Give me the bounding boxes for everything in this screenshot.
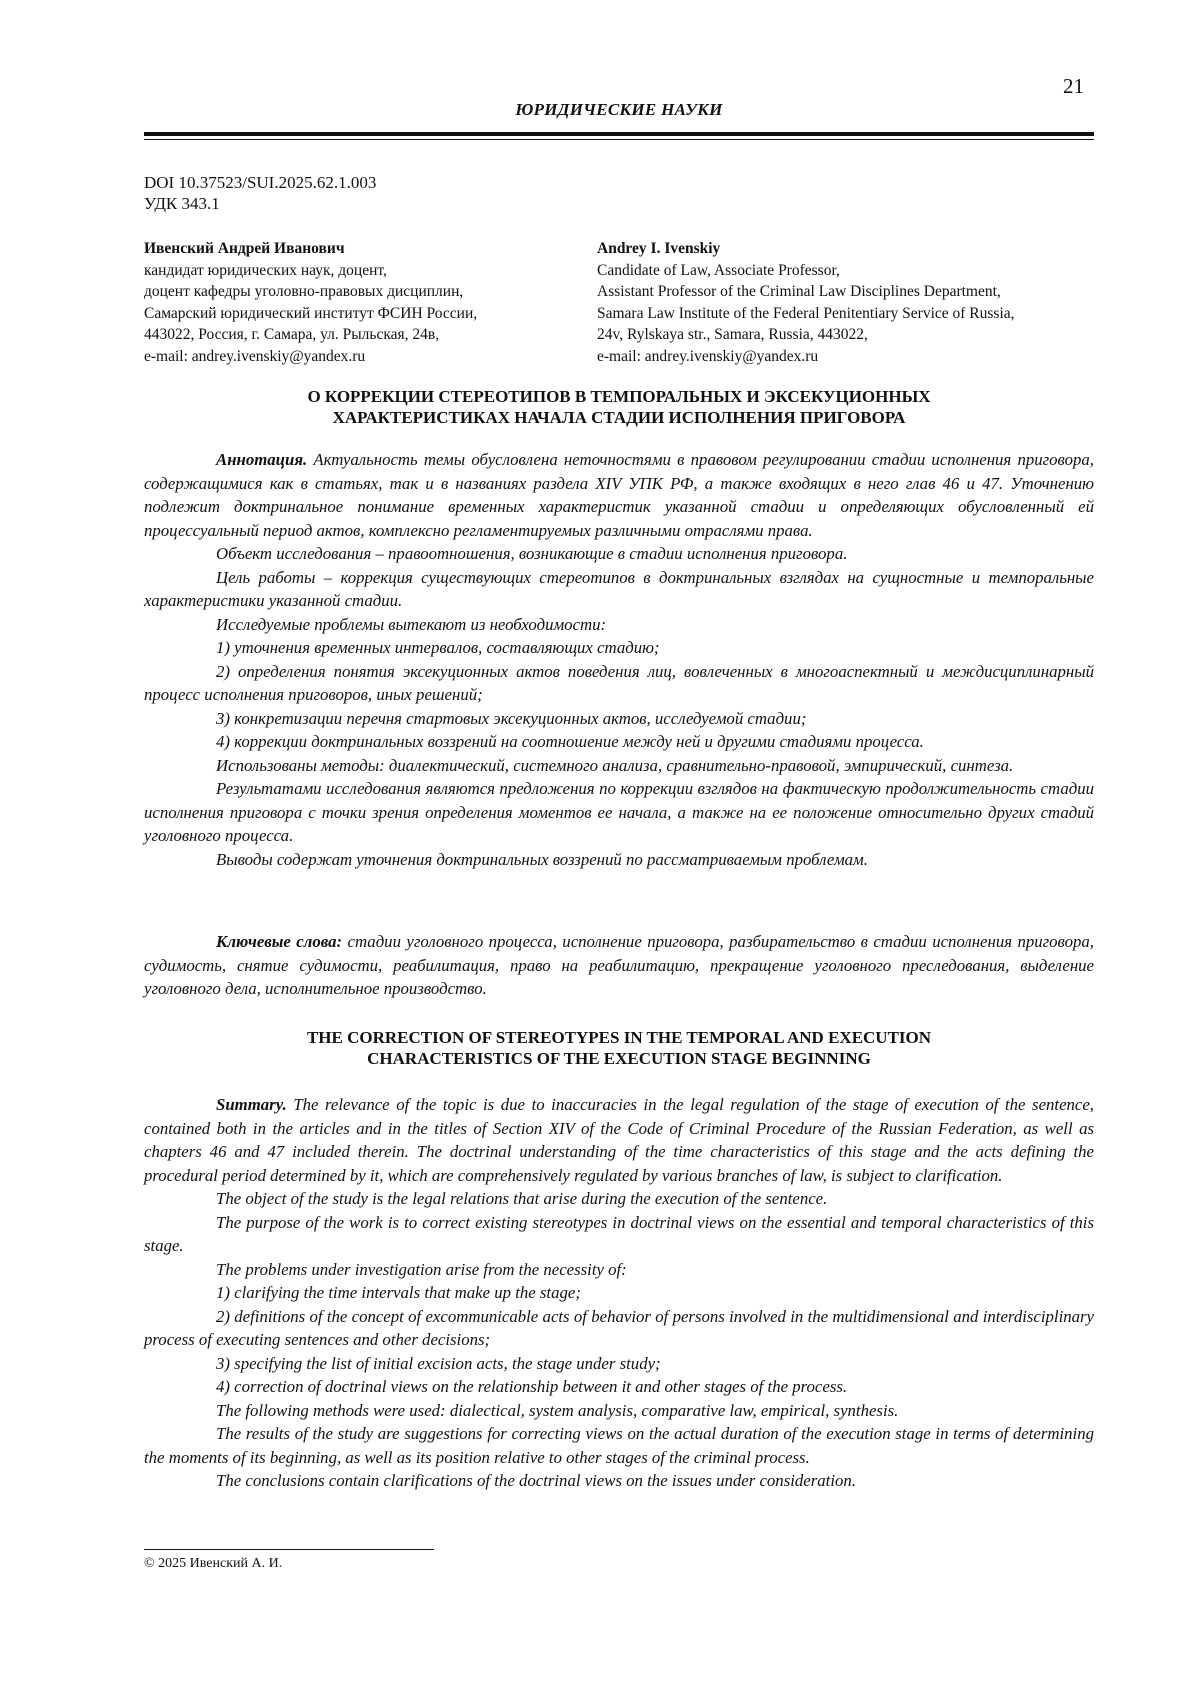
title-line-ru: О КОРРЕКЦИИ СТЕРЕОТИПОВ В ТЕМПОРАЛЬНЫХ И ЭКСЕКУЦИОННЫХ: [144, 386, 1094, 407]
author-line-ru: 443022, Россия, г. Самара, ул. Рыльская, 24в,: [144, 324, 564, 346]
abstract-paragraph-ru: Цель работы – коррекция существующих стереотипов в доктринальных взглядах на сущностные и темпоральные характеристики указанной стадии.: [144, 566, 1094, 613]
title-line-ru: ХАРАКТЕРИСТИКАХ НАЧАЛА СТАДИИ ИСПОЛНЕНИЯ ПРИГОВОРА: [144, 407, 1094, 428]
author-line-en: Assistant Professor of the Criminal Law Disciplines Department,: [597, 281, 1097, 303]
abstract-paragraph-ru: 1) уточнения временных интервалов, составляющих стадию;: [144, 636, 1094, 660]
abstract-paragraph-en: The problems under investigation arise from the necessity of:: [144, 1258, 1094, 1282]
footnote-rule: [144, 1549, 434, 1550]
title-line-en: THE CORRECTION OF STEREOTYPES IN THE TEMPORAL AND EXECUTION: [144, 1027, 1094, 1048]
section-header: ЮРИДИЧЕСКИЕ НАУКИ: [144, 100, 1094, 120]
keywords-ru: [144, 930, 1094, 1001]
abstract-paragraph-en: The results of the study are suggestions for correcting views on the actual duration of the execution stage in terms of determining the moments of its beginning, as well as its position relative to other stages of the criminal process.: [144, 1422, 1094, 1469]
keywords-text-ru: стадии уголовного процесса, исполнение приговора, разбирательство в стадии исполнения приговора, судимость, снятие судимости, реабилитация, право на реабилитацию, прекращение уголовного преследования, выделение уголовного дела, исполнительное производство.: [144, 932, 1094, 998]
abstract-ru: [144, 448, 1094, 871]
author-block-ru: [144, 238, 564, 367]
abstract-paragraph-ru: Выводы содержат уточнения доктринальных воззрений по рассматриваемым проблемам.: [144, 848, 1094, 872]
abstract-lead-ru: Аннотация.: [216, 450, 307, 469]
abstract-text-ru: Актуальность темы обусловлена неточностями в правовом регулировании стадии исполнения приговора, содержащимися как в статьях, так и в названиях раздела XIV УПК РФ, а также входящих в него глав 46 и 47. Уточнению подлежит доктринальное понимание временных характеристик указанной стадии и определяющих обусловленный ей процессуальный период актов, комплексно регламентируемых различными отраслями права.: [144, 450, 1094, 540]
abstract-paragraph-ru: 2) определения понятия эксекуционных актов поведения лиц, вовлеченных в многоаспектный и междисциплинарный процесс исполнения приговоров, иных решений;: [144, 660, 1094, 707]
abstract-text-en: The relevance of the topic is due to inaccuracies in the legal regulation of the stage of execution of the sentence, contained both in the articles and in the titles of Section XIV of the Code of Criminal Procedure of the Russian Federation, as well as chapters 46 and 47 included therein. The doctrinal understanding of the time characteristics of this stage and the acts defining the procedural period determined by it, which are comprehensively regulated by various branches of law, is subject to clarification.: [144, 1095, 1094, 1185]
abstract-paragraph-ru: Объект исследования – правоотношения, возникающие в стадии исполнения приговора.: [144, 542, 1094, 566]
article-meta: [144, 172, 376, 214]
keywords-lead-ru: Ключевые слова:: [216, 932, 342, 951]
author-line-en: Samara Law Institute of the Federal Penitentiary Service of Russia,: [597, 303, 1097, 325]
abstract-paragraph-en: 2) definitions of the concept of excommunicable acts of behavior of persons involved in the multidimensional and interdisciplinary process of executing sentences and other decisions;: [144, 1305, 1094, 1352]
abstract-paragraph-en: 1) clarifying the time intervals that make up the stage;: [144, 1281, 1094, 1305]
article-title-en: [144, 1027, 1094, 1069]
abstract-paragraph-ru: Использованы методы: диалектический, системного анализа, сравнительно-правовой, эмпирический, синтеза.: [144, 754, 1094, 778]
abstract-paragraph-en: 4) correction of doctrinal views on the relationship between it and other stages of the process.: [144, 1375, 1094, 1399]
author-name-ru: Ивенский Андрей Иванович: [144, 238, 564, 260]
abstract-en: [144, 1093, 1094, 1493]
author-line-en: Candidate of Law, Associate Professor,: [597, 260, 1097, 282]
author-email-ru: e-mail: andrey.ivenskiy@yandex.ru: [144, 346, 564, 368]
author-line-ru: кандидат юридических наук, доцент,: [144, 260, 564, 282]
article-title-ru: [144, 386, 1094, 428]
author-line-ru: доцент кафедры уголовно-правовых дисциплин,: [144, 281, 564, 303]
header-rule-thin: [144, 139, 1094, 140]
abstract-lead-en: Summary.: [216, 1095, 287, 1114]
copyright: © 2025 Ивенский А. И.: [144, 1556, 282, 1572]
doi: DOI 10.37523/SUI.2025.62.1.003: [144, 172, 376, 193]
abstract-paragraph-en: The object of the study is the legal relations that arise during the execution of the sentence.: [144, 1187, 1094, 1211]
author-name-en: Andrey I. Ivenskiy: [597, 238, 1097, 260]
author-line-en: 24v, Rylskaya str., Samara, Russia, 443022,: [597, 324, 1097, 346]
abstract-paragraph-ru: Исследуемые проблемы вытекают из необходимости:: [144, 613, 1094, 637]
abstract-paragraph-en: The following methods were used: dialectical, system analysis, comparative law, empirical, synthesis.: [144, 1399, 1094, 1423]
author-block-en: [597, 238, 1097, 367]
title-line-en: CHARACTERISTICS OF THE EXECUTION STAGE BEGINNING: [144, 1048, 1094, 1069]
abstract-paragraph-en: 3) specifying the list of initial excision acts, the stage under study;: [144, 1352, 1094, 1376]
abstract-paragraph-ru: Результатами исследования являются предложения по коррекции взглядов на фактическую продолжительность стадии исполнения приговора с точки зрения определения моментов ее начала, а также на ее положение относительно других стадий уголовного процесса.: [144, 777, 1094, 848]
abstract-paragraph-en: The conclusions contain clarifications of the doctrinal views on the issues under consideration.: [144, 1469, 1094, 1493]
udc: УДК 343.1: [144, 193, 376, 214]
author-email-en: e-mail: andrey.ivenskiy@yandex.ru: [597, 346, 1097, 368]
abstract-paragraph-ru: [144, 448, 1094, 542]
abstract-paragraph-ru: 4) коррекции доктринальных воззрений на соотношение между ней и другими стадиями процесса.: [144, 730, 1094, 754]
abstract-paragraph-en: The purpose of the work is to correct existing stereotypes in doctrinal views on the essential and temporal characteristics of this stage.: [144, 1211, 1094, 1258]
abstract-paragraph-en: [144, 1093, 1094, 1187]
abstract-paragraph-ru: 3) конкретизации перечня стартовых эксекуционных актов, исследуемой стадии;: [144, 707, 1094, 731]
header-rule-thick: [144, 132, 1094, 136]
author-line-ru: Самарский юридический институт ФСИН России,: [144, 303, 564, 325]
page-number: 21: [1063, 74, 1084, 99]
